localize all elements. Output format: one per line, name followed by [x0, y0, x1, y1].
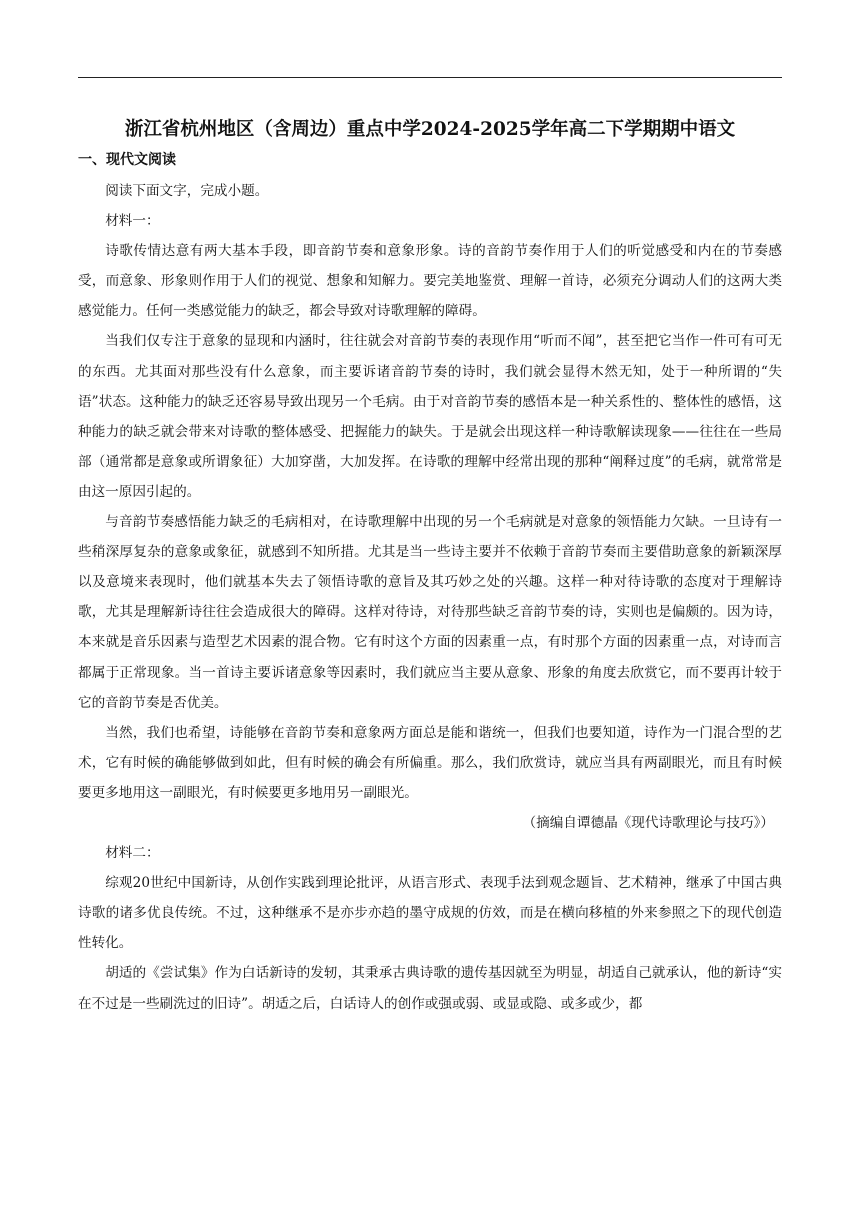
material-one-paragraph: 与音韵节奏感悟能力缺乏的毛病相对，在诗歌理解中出现的另一个毛病就是对意象的领悟能力欠缺。一旦诗有一些稍深厚复杂的意象或象征，就感到不知所措。尤其是当一些诗主要并不依赖于音韵节奏而主要借助意象的新颖深厚以及意境来表现时，他们就基本失去了领悟诗歌的意旨及其巧妙之处的兴趣。这样一种对待诗歌的态度对于理解诗歌，尤其是理解新诗往往会造成很大的障碍。这样对待诗，对待那些缺乏音韵节奏的诗，实则也是偏颇的。因为诗，本来就是音乐因素与造型艺术因素的混合物。它有时这个方面的因素重一点，有时那个方面的因素重一点，对诗而言都属于正常现象。当一首诗主要诉诸意象等因素时，我们就应当主要从意象、形象的角度去欣赏它，而不要再计较于它的音韵节奏是否优美。 [78, 514, 782, 711]
page-title: 浙江省杭州地区（含周边）重点中学2024-2025学年高二下学期期中语文 [124, 119, 736, 140]
instruction-text: 阅读下面文字，完成小题。 [105, 183, 269, 199]
material-one-paragraph: 诗歌传情达意有两大基本手段，即音韵节奏和意象形象。诗的音韵节奏作用于人们的听觉感受和内在的节奏感受，而意象、形象则作用于人们的视觉、想象和知解力。要完美地鉴赏、理解一首诗，必须充分调动人们的这两大类感觉能力。任何一类感觉能力的缺乏，都会导致对诗歌理解的障碍。 [78, 243, 782, 320]
header-rule [78, 77, 782, 78]
material-two-label: 材料二： [105, 845, 160, 862]
material-one-label: 材料一： [105, 213, 160, 230]
material-one-paragraph: 当我们仅专注于意象的显现和内涵时，往往就会对音韵节奏的表现作用“听而不闻”，甚至把它当作一件可有可无的东西。尤其面对那些没有什么意象，而主要诉诸音韵节奏的诗时，我们就会显得木然无知，处于一种所谓的“失语”状态。这种能力的缺乏还容易导致出现另一个毛病。由于对音韵节奏的感悟本是一种关系性的、整体性的感悟，这种能力的缺乏就会带来对诗歌的整体感受、把握能力的缺失。于是就会出现这样一种诗歌解读现象——往往在一些局部（通常都是意象或所谓象征）大加穿凿，大加发挥。在诗歌的理解中经常出现的那种“阐释过度”的毛病，就常常是由这一原因引起的。 [78, 333, 782, 500]
material-one-source: （摘编自谭德晶《现代诗歌理论与技巧》） [522, 814, 774, 831]
material-two-paragraph: 胡适的《尝试集》作为白话新诗的发轫，其秉承古典诗歌的遗传基因就至为明显，胡适自己就承认，他的新诗“实在不过是一些刷洗过的旧诗”。胡适之后，白话诗人的创作或强或弱、或显或隐、或多或少，都 [78, 965, 782, 1012]
section-heading: 一、现代文阅读 [78, 152, 176, 168]
document-body [78, 176, 782, 1019]
material-one-paragraph: 当然，我们也希望，诗能够在音韵节奏和意象两方面总是能和谐统一，但我们也要知道，诗作为一门混合型的艺术，它有时候的确能够做到如此，但有时候的确会有所偏重。那么，我们欣赏诗，就应当具有两副眼光，而且有时候要更多地用这一副眼光，有时候要更多地用另一副眼光。 [78, 724, 782, 801]
material-two-paragraph: 综观20世纪中国新诗，从创作实践到理论批评，从语言形式、表现手法到观念题旨、艺术精神，继承了中国古典诗歌的诸多优良传统。不过，这种继承不是亦步亦趋的墨守成规的仿效，而是在横向移植的外来参照之下的现代创造性转化。 [78, 875, 782, 952]
